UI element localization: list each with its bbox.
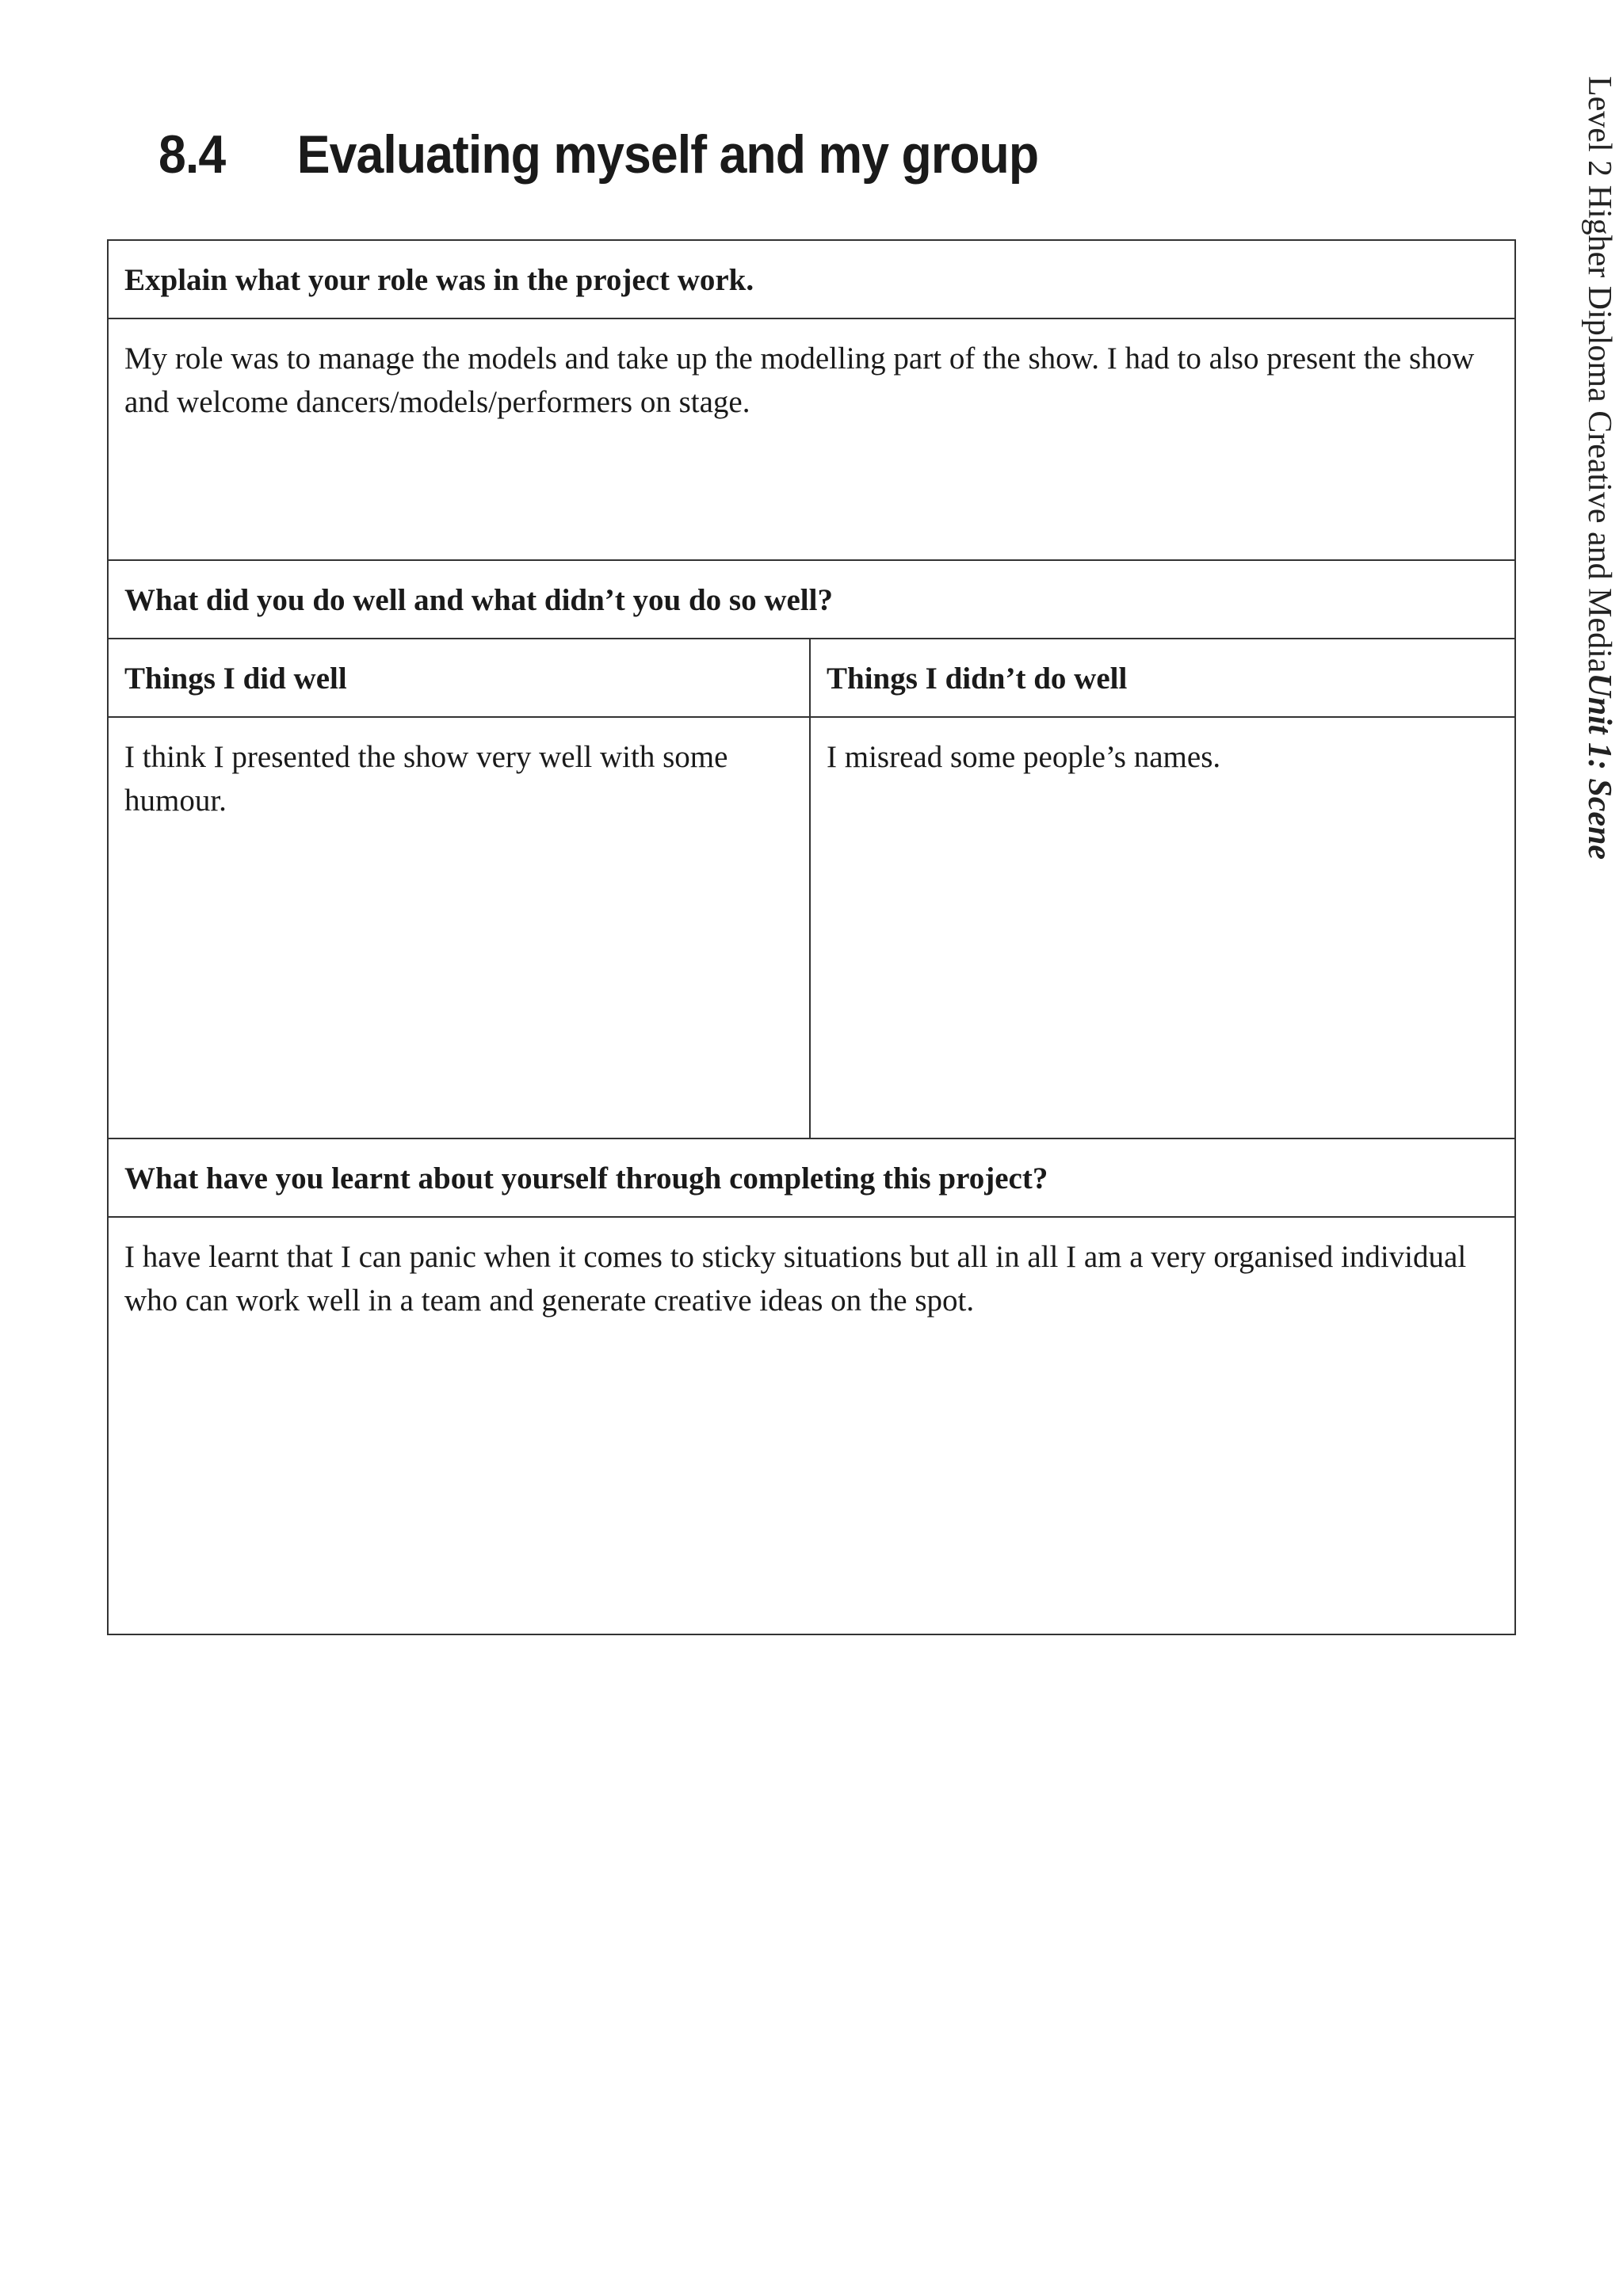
did-well-header: Things I did well — [109, 639, 811, 716]
not-well-header: Things I didn’t do well — [827, 662, 1128, 696]
page-title — [158, 119, 1038, 190]
role-question: Explain what your role was in the project work. — [124, 263, 754, 297]
running-header — [1577, 76, 1623, 868]
course-name: Level 2 Higher Diploma Creative and Media — [1581, 76, 1617, 673]
learning-question-row — [109, 1139, 1514, 1218]
learning-answer[interactable]: I have learnt that I can panic when it comes to sticky situations but all in all I am a very organised individual who can work well in a team and generate creative ideas on the spot. — [124, 1240, 1467, 1318]
performance-answer-row — [109, 718, 1514, 1139]
section-number: 8.4 — [158, 124, 226, 185]
running-header-text — [1577, 76, 1621, 860]
evaluation-form — [107, 239, 1516, 1635]
performance-header-row — [109, 639, 1514, 718]
performance-question: What did you do well and what didn’t you do so well? — [124, 583, 833, 617]
section-title: Evaluating myself and my group — [296, 124, 1039, 185]
learning-question: What have you learnt about yourself through completing this project? — [124, 1161, 1048, 1196]
role-answer[interactable]: My role was to manage the models and take up the modelling part of the show. I had to also present the show and welcome dancers/models/performers on stage. — [124, 341, 1475, 419]
unit-name: Unit 1: Scene — [1581, 673, 1617, 860]
role-question-row — [109, 241, 1514, 319]
did-well-answer[interactable]: I think I presented the show very well with some humour. — [109, 718, 811, 1138]
role-answer-row — [109, 319, 1514, 561]
not-well-answer[interactable]: I misread some people’s names. — [827, 740, 1221, 774]
learning-answer-row — [109, 1218, 1514, 1634]
performance-question-row — [109, 561, 1514, 639]
